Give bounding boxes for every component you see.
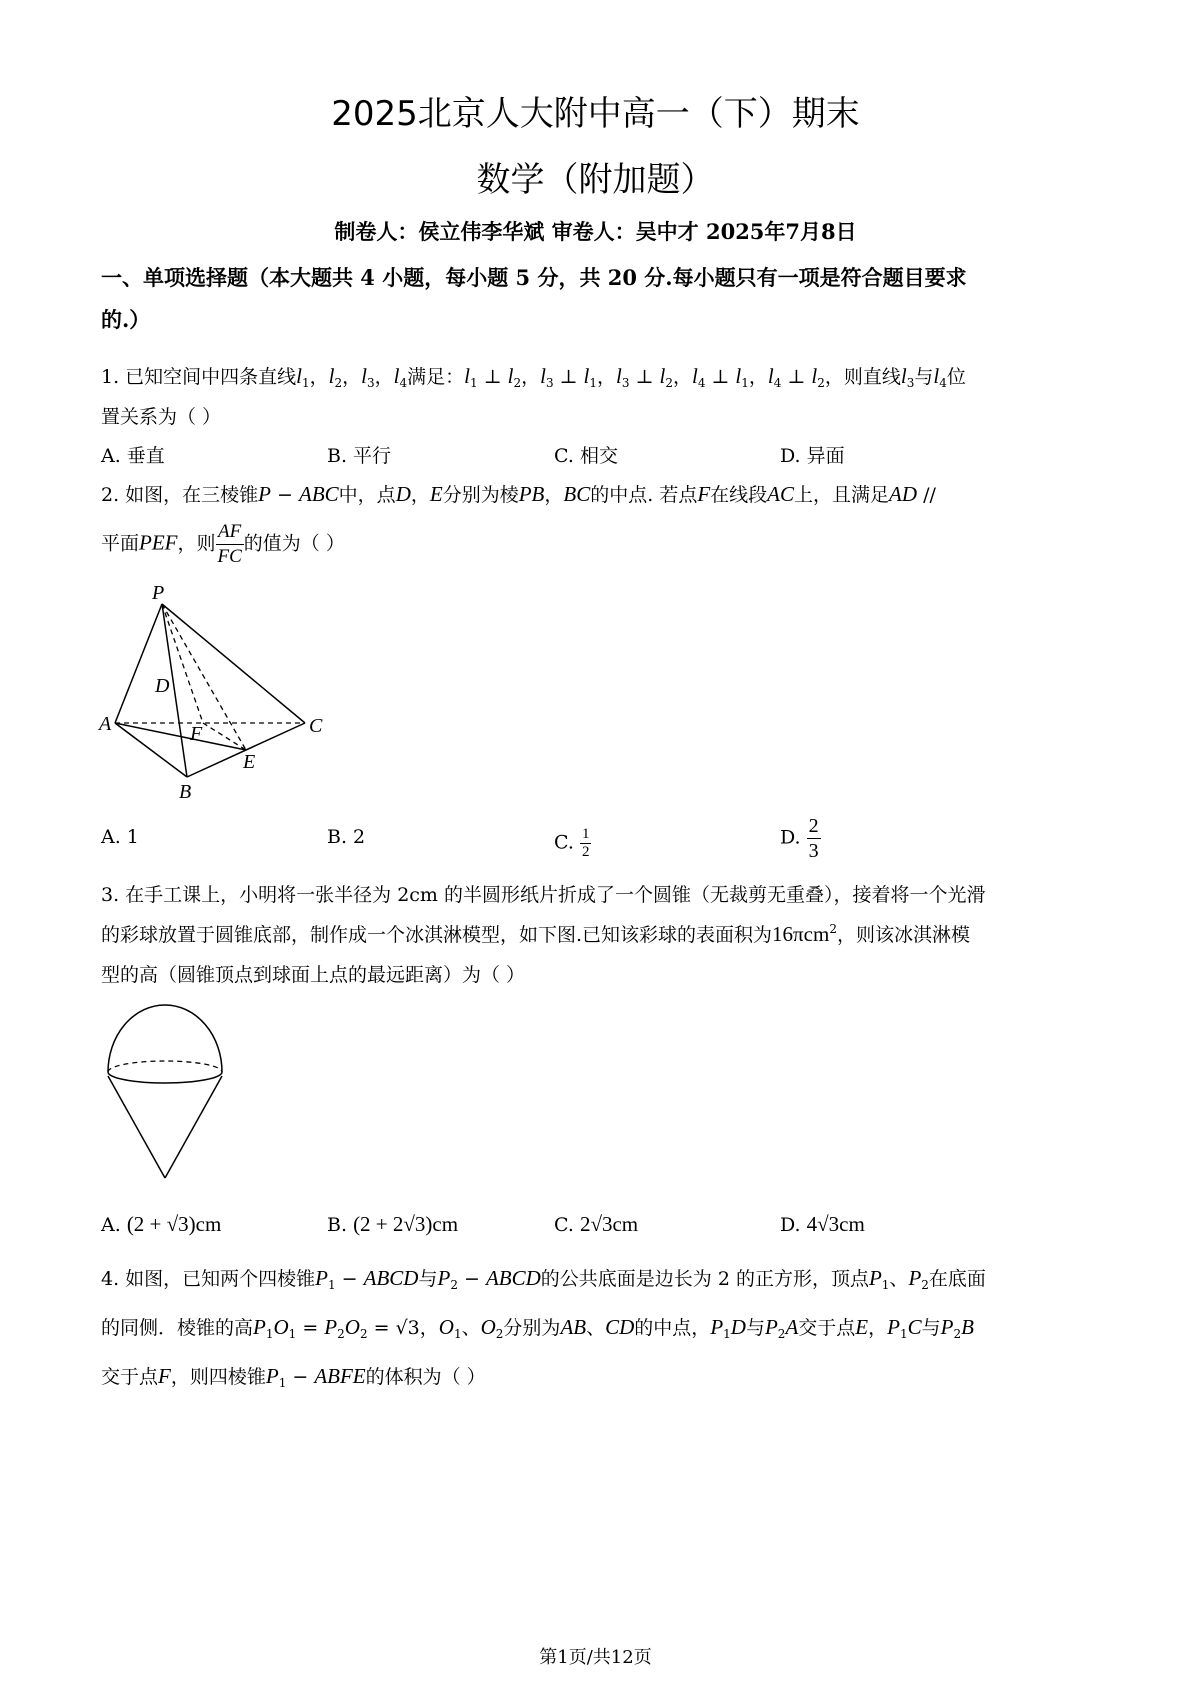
q2-option-d: D. $\frac{2}{3}$ bbox=[780, 815, 819, 862]
question-3-line-1: 3. 在手工课上，小明将一张半径为 2cm 的半圆形纸片折成了一个圆锥（无裁剪无重叠），接着将一个光滑 bbox=[101, 884, 986, 906]
question-1-line-2: 置关系为（ ） bbox=[101, 406, 222, 428]
q2-option-a: A. 1 bbox=[101, 826, 139, 848]
q3-option-a: A. (2 + √3)cm bbox=[101, 1212, 222, 1236]
question-2-line-2: 平面PEF，则 $\frac{AF}{FC}$ 的值为（ ） bbox=[101, 521, 345, 567]
q3-option-c: C. 2√3cm bbox=[554, 1212, 639, 1236]
label-a: A bbox=[99, 713, 112, 735]
label-d: D bbox=[155, 675, 170, 697]
q1-option-d: D. 异面 bbox=[780, 445, 845, 467]
label-e: E bbox=[243, 751, 256, 773]
section-heading: 一、单项选择题（本大题共 4 小题，每小题 5 分，共 20 分.每小题只有一项是符合题目要求 bbox=[101, 265, 967, 290]
question-4-line-2: 的同侧．棱锥的高$P_1O_1 = P_2O_2 = √3$，$O_1$、$O_2$分别为AB、CD的中点，$P_1D$与$P_2A$交于点E，$P_1C$与$P_2B$ bbox=[101, 1315, 974, 1341]
label-c: C bbox=[309, 715, 323, 737]
label-p: P bbox=[152, 582, 165, 604]
question-3-line-3: 型的高（圆锥顶点到球面上点的最远距离）为（ ） bbox=[101, 964, 526, 986]
q1-option-b: B. 平行 bbox=[327, 445, 392, 467]
question-1-line-1: 1. 已知空间中四条直线$l_1$，$l_2$，$l_3$，$l_4$满足：$l_1$ ⊥ $l_2$，$l_3$ ⊥ $l_1$，$l_3$ ⊥ $l_2$，$l_4$ ⊥ $l_1$，$l_4$ ⊥ $l_2$，则直线$l_3$与$l_4$位 bbox=[101, 364, 966, 390]
question-3-line-2: 的彩球放置于圆锥底部，制作成一个冰淇淋模型，如下图.已知该彩球的表面积为16πcm$^2$，则该冰淇淋模 bbox=[101, 922, 970, 946]
q2-option-c: C. $\frac{1}{2}$ bbox=[554, 826, 590, 860]
byline: 制卷人：侯立伟李华斌 审卷人：吴中才 2025年7月8日 bbox=[334, 219, 857, 244]
q3-option-b: B. (2 + 2√3)cm bbox=[327, 1212, 459, 1236]
section-heading-cont: 的.） bbox=[101, 307, 151, 332]
fraction-af-fc: $\frac{AF}{FC}$ bbox=[217, 521, 242, 567]
label-f: F bbox=[190, 723, 203, 745]
q2-option-b: B. 2 bbox=[327, 826, 366, 848]
pyramid-figure bbox=[95, 580, 335, 805]
q3-option-d: D. 4√3cm bbox=[780, 1212, 865, 1236]
question-2-line-1: 2. 如图，在三棱锥P − ABC中，点D，E分别为棱PB，BC的中点. 若点F在线段AC上，且满足AD // bbox=[101, 482, 936, 506]
page-subtitle: 数学（附加题） bbox=[476, 160, 715, 200]
question-4-line-3: 交于点F，则四棱锥$P_1$ − ABFE的体积为（ ） bbox=[101, 1364, 486, 1390]
question-4-line-1: 4. 如图，已知两个四棱锥$P_1$ − ABCD与$P_2$ − ABCD的公共底面是边长为 2 的正方形，顶点$P_1$、$P_2$在底面 bbox=[101, 1266, 986, 1292]
page-title: 2025北京人大附中高一（下）期末 bbox=[331, 94, 860, 134]
q1-option-c: C. 相交 bbox=[554, 445, 618, 467]
q1-option-a: A. 垂直 bbox=[101, 445, 165, 467]
label-b: B bbox=[179, 781, 192, 803]
page-number: 第1页/共12页 bbox=[539, 1647, 652, 1668]
ice-cream-figure bbox=[100, 1000, 230, 1185]
